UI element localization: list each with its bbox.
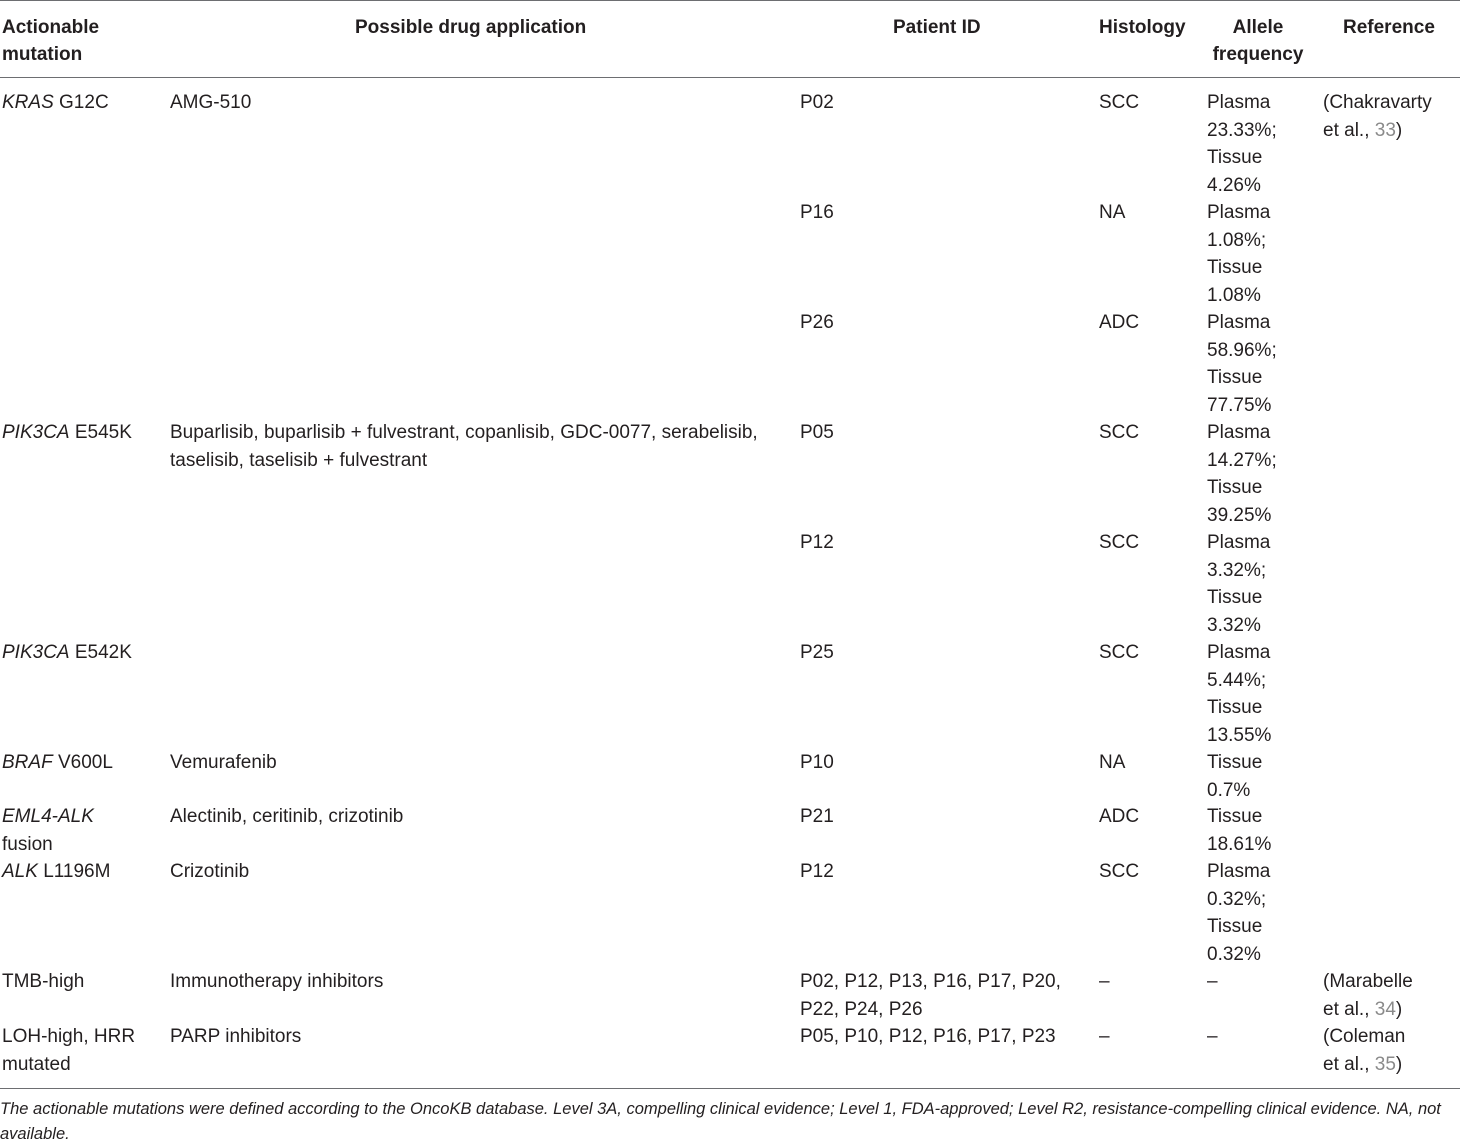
- reference-cell: [1323, 968, 1458, 1023]
- mutation-cell: [2, 419, 162, 447]
- drug-cell: Vemurafenib: [170, 752, 277, 773]
- patient-id-cell: P12: [800, 861, 834, 882]
- mutation-cell: [2, 639, 162, 667]
- allele-frequency-cell: Plasma 5.44%; Tissue 13.55%: [1207, 642, 1272, 746]
- allele-frequency-cell: Plasma 1.08%; Tissue 1.08%: [1207, 202, 1271, 306]
- drug-cell: AMG-510: [170, 92, 252, 113]
- variant-name: G12C: [53, 92, 109, 113]
- reference-number-link[interactable]: 34: [1374, 998, 1396, 1020]
- allele-frequency-cell: –: [1207, 1026, 1218, 1047]
- drug-cell: Crizotinib: [170, 861, 250, 882]
- histology-cell: SCC: [1099, 642, 1140, 663]
- mutation-cell: [2, 1023, 162, 1078]
- header-actionable-mutation: Actionable mutation: [2, 17, 100, 65]
- histology-cell: –: [1099, 1026, 1110, 1047]
- table-header-rule: [0, 77, 1460, 78]
- gene-name: BRAF: [2, 752, 53, 773]
- gene-name: ALK: [2, 861, 38, 882]
- reference-close: ): [1395, 998, 1403, 1020]
- variant-name: V600L: [52, 752, 113, 773]
- reference-cell: [1323, 1023, 1458, 1078]
- allele-frequency-cell: Plasma 23.33%; Tissue 4.26%: [1207, 92, 1277, 196]
- variant-name: LOH-high, HRR mutated: [2, 1026, 136, 1075]
- patient-id-cell: P05: [800, 422, 834, 443]
- patient-id-cell: P26: [800, 312, 834, 333]
- mutation-cell: [2, 858, 162, 886]
- drug-cell: Immunotherapy inhibitors: [170, 971, 384, 992]
- reference-cell: [1323, 89, 1458, 144]
- histology-cell: ADC: [1099, 806, 1140, 827]
- table-top-rule: [0, 0, 1460, 1]
- gene-name: KRAS: [2, 92, 54, 113]
- mutation-cell: [2, 89, 162, 117]
- reference-text: (Marabelle et al.,: [1323, 971, 1413, 1020]
- mutation-cell: [2, 749, 162, 777]
- reference-number-link[interactable]: 35: [1374, 1053, 1396, 1075]
- allele-frequency-cell: Plasma 3.32%; Tissue 3.32%: [1207, 532, 1271, 636]
- patient-id-cell: P21: [800, 806, 834, 827]
- gene-name: PIK3CA: [2, 642, 70, 663]
- patient-id-cell: P02, P12, P13, P16, P17, P20, P22, P24, P26: [800, 971, 1061, 1020]
- histology-cell: NA: [1099, 202, 1126, 223]
- header-allele-frequency: Allele frequency: [1212, 17, 1304, 65]
- drug-cell: Buparlisib, buparlisib + fulvestrant, copanlisib, GDC-0077, serabelisib, taselisib, taselisib + fulvestrant: [170, 422, 758, 471]
- reference-text: (Coleman et al.,: [1323, 1026, 1406, 1075]
- allele-frequency-cell: Plasma 58.96%; Tissue 77.75%: [1207, 312, 1277, 416]
- reference-text: (Chakravarty et al.,: [1323, 92, 1432, 141]
- histology-cell: ADC: [1099, 312, 1140, 333]
- patient-id-cell: P16: [800, 202, 834, 223]
- histology-cell: –: [1099, 971, 1110, 992]
- allele-frequency-cell: Plasma 0.32%; Tissue 0.32%: [1207, 861, 1271, 965]
- drug-cell: Alectinib, ceritinib, crizotinib: [170, 806, 404, 827]
- header-patient-id: Patient ID: [893, 17, 981, 38]
- table-footnote: The actionable mutations were defined according to the OncoKB database. Level 3A, compelling clinical evidence; Level 1, FDA-approved; Level R2, resistance-compelling clinical evidence. NA, not available.: [0, 1100, 1441, 1143]
- gene-name: PIK3CA: [2, 422, 70, 443]
- mutation-cell: [2, 968, 162, 996]
- patient-id-cell: P02: [800, 92, 834, 113]
- header-histology: Histology: [1099, 17, 1186, 38]
- mutation-cell: [2, 803, 162, 858]
- patient-id-cell: P25: [800, 642, 834, 663]
- header-reference: Reference: [1343, 17, 1435, 38]
- variant-name: fusion: [2, 833, 53, 855]
- reference-close: ): [1395, 1053, 1403, 1075]
- histology-cell: SCC: [1099, 861, 1140, 882]
- histology-cell: SCC: [1099, 532, 1140, 553]
- patient-id-cell: P10: [800, 752, 834, 773]
- patient-id-cell: P05, P10, P12, P16, P17, P23: [800, 1026, 1056, 1047]
- reference-number-link[interactable]: 33: [1374, 119, 1396, 141]
- allele-frequency-cell: –: [1207, 971, 1218, 992]
- gene-name: EML4-ALK: [2, 806, 94, 827]
- variant-name: E545K: [69, 422, 132, 443]
- patient-id-cell: P12: [800, 532, 834, 553]
- allele-frequency-cell: Tissue 0.7%: [1207, 752, 1263, 801]
- drug-cell: PARP inhibitors: [170, 1026, 302, 1047]
- variant-name: TMB-high: [2, 971, 85, 992]
- header-drug-application: Possible drug application: [355, 17, 587, 38]
- histology-cell: SCC: [1099, 422, 1140, 443]
- table-bottom-rule: [0, 1088, 1460, 1089]
- allele-frequency-cell: Plasma 14.27%; Tissue 39.25%: [1207, 422, 1277, 526]
- histology-cell: SCC: [1099, 92, 1140, 113]
- variant-name: L1196M: [37, 861, 111, 882]
- histology-cell: NA: [1099, 752, 1126, 773]
- variant-name: E542K: [69, 642, 132, 663]
- reference-close: ): [1395, 119, 1403, 141]
- allele-frequency-cell: Tissue 18.61%: [1207, 806, 1272, 855]
